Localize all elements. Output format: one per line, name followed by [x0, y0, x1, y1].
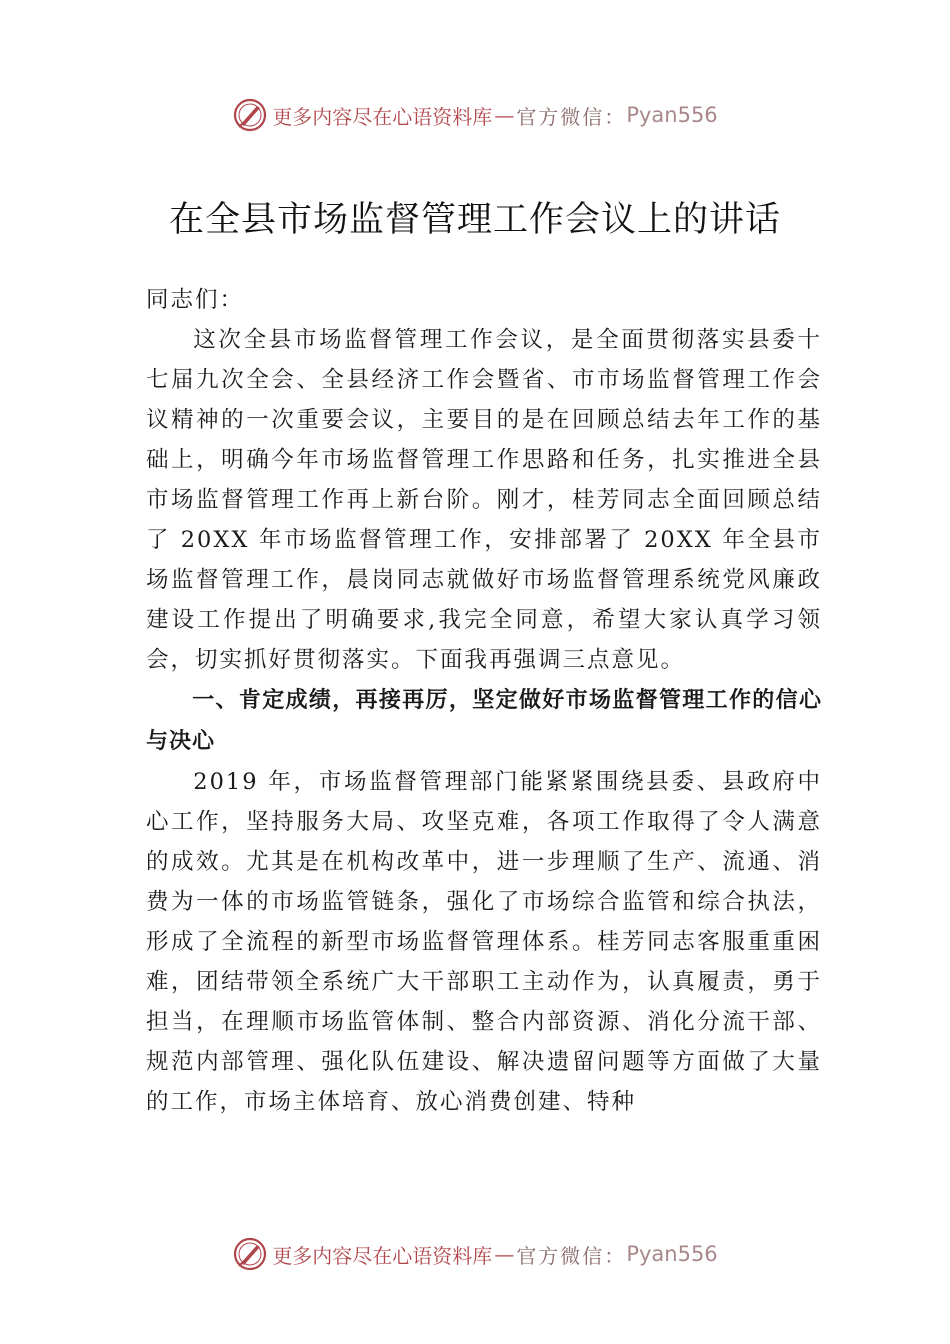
footer-watermark	[0, 1234, 950, 1274]
watermark-separator: —	[494, 103, 515, 127]
watermark-brand-text: 更多内容尽在心语资料库	[272, 104, 493, 129]
watermark-wechat-label: 官方微信：	[516, 104, 627, 129]
section-1-heading: 一、肯定成绩，再接再厉，坚定做好市场监督管理工作的信心与决心	[146, 688, 822, 754]
document-body	[146, 280, 822, 1122]
section-1-paragraph: 2019 年，市场监督管理部门能紧紧围绕县委、县政府中心工作，坚持服务大局、攻坚克难，各项工作取得了令人满意的成效。尤其是在机构改革中，进一步理顺了生产、流通、消费为一体的市场监管链条，强化了市场综合监管和综合执法，形成了全流程的新型市场监督管理体系。桂芳同志客服重重困难，团结带领全系统广大干部职工主动作为，认真履责，勇于担当，在理顺市场监管体制、整合内部资源、消化分流干部、规范内部管理、强化队伍建设、解决遗留问题等方面做了大量的工作，市场主体培育、放心消费创建、特种	[146, 769, 822, 1115]
quill-pen-logo-icon	[232, 1236, 268, 1272]
watermark-separator: —	[494, 1242, 515, 1266]
salutation: 同志们：	[146, 287, 245, 313]
intro-paragraph: 这次全县市场监督管理工作会议，是全面贯彻落实县委十七届九次全会、全县经济工作会暨省、市市场监督管理工作会议精神的一次重要会议，主要目的是在回顾总结去年工作的基础上，明确今年市场监督管理工作思路和任务，扎实推进全县市场监督管理工作再上新台阶。刚才，桂芳同志全面回顾总结了 20XX 年市场监督管理工作，安排部署了 20XX 年全县市场监督管理工作，晨岗同志就做好市场监督管理系统党风廉政建设工作提出了明确要求,我完全同意，希望大家认真学习领会，切实抓好贯彻落实。下面我再强调三点意见。	[146, 327, 822, 673]
header-watermark	[0, 95, 950, 135]
watermark-wechat-id: Pyan556	[626, 1242, 718, 1266]
watermark-wechat-id: Pyan556	[626, 103, 718, 127]
quill-pen-logo-icon	[232, 97, 268, 133]
watermark-brand-text: 更多内容尽在心语资料库	[272, 1243, 493, 1268]
watermark-wechat-label: 官方微信：	[516, 1243, 627, 1268]
document-title: 在全县市场监督管理工作会议上的讲话	[168, 200, 781, 240]
